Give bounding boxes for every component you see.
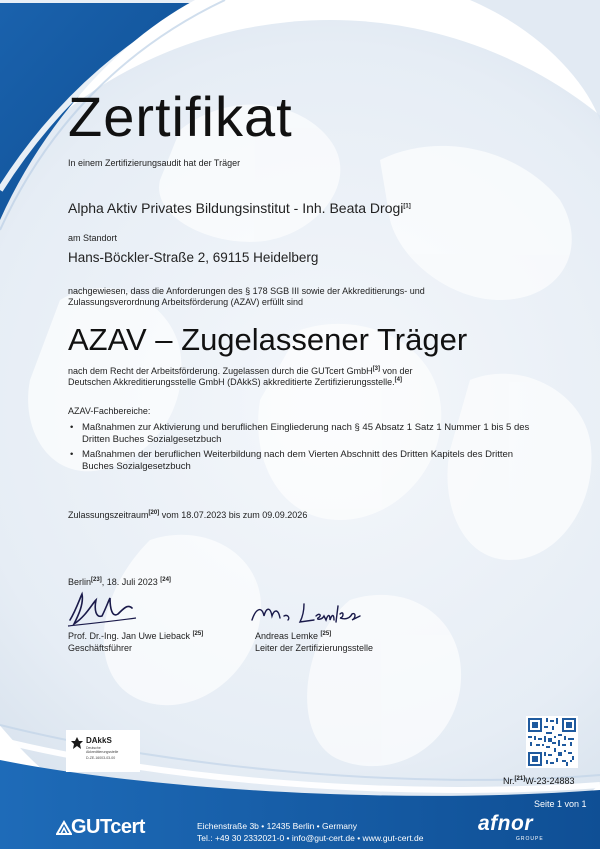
signatory-2-name-text: Andreas Lemke: [255, 631, 321, 641]
area-item-1-line-2: Dritten Buches Sozialgesetzbuch: [82, 433, 222, 445]
signatory-2-name: [255, 631, 331, 641]
dakks-registration: D-ZE-16003-03-00: [86, 756, 116, 760]
validity-label: Zulassungszeitraum: [68, 510, 149, 520]
dakks-sub-1: Deutsche: [86, 746, 101, 750]
validity-dates: vom 18.07.2023 bis zum 09.09.2026: [159, 510, 308, 520]
afnor-logo-text: afnor: [478, 812, 533, 835]
holder-name: [68, 200, 411, 216]
signatory-1-name: [68, 631, 203, 641]
signatory-1-name-text: Prof. Dr.-Ing. Jan Uwe Lieback: [68, 631, 193, 641]
area-item-2-line-2: Buches Sozialgesetzbuch: [82, 460, 191, 472]
date: , 18. Juli 2023: [101, 577, 161, 587]
statement-line-1: nachgewiesen, dass die Anforderungen des § 178 SGB III sowie der Akkreditierungs- und: [68, 286, 425, 296]
signatory-1-footnote: [25]: [192, 631, 204, 637]
certificate-number-footnote: [21]: [514, 776, 526, 782]
holder-footnote: [1]: [403, 203, 411, 210]
holder-name-text: Alpha Aktiv Privates Bildungsinstitut - Inh. Beata Drogi: [68, 200, 404, 216]
place-date: [68, 577, 171, 587]
signature-lieback: [66, 590, 146, 630]
validity-period: [68, 510, 307, 520]
dakks-logo-text: DAkkS: [86, 736, 112, 745]
signatory-1-role: Geschäftsführer: [68, 643, 133, 653]
site-label: am Standort: [68, 233, 118, 243]
accreditation-text-1b: von der: [380, 366, 413, 376]
validity-footnote: [20]: [148, 510, 160, 516]
area-item-1-line-1: Maßnahmen zur Aktivierung und beruflichen Eingliederung nach § 45 Absatz 1 Satz 1 Nummer 1 bis 5 des: [82, 422, 530, 433]
date-footnote: [24]: [160, 577, 171, 583]
accreditation-footnote-3: [3]: [372, 366, 380, 372]
azav-headline: AZAV – Zugelassener Träger: [68, 322, 468, 357]
certificate-number-prefix: Nr.: [503, 776, 515, 786]
footer-address: Eichenstraße 3b • 12435 Berlin • Germany: [197, 821, 357, 831]
accreditation-line-2: [68, 377, 402, 387]
gutcert-logo-text: GUTcert: [71, 816, 145, 838]
footer-contact: Tel.: +49 30 2332021-0 • info@gut-cert.de • www.gut-cert.de: [197, 833, 424, 843]
accreditation-footnote-4: [4]: [394, 377, 402, 383]
dakks-eagle-icon: [70, 736, 84, 750]
statement-line-2: Zulassungsverordnung Arbeitsförderung (AZAV) erfüllt sind: [68, 297, 303, 307]
place: Berlin: [68, 577, 92, 587]
areas-label: AZAV-Fachbereiche:: [68, 406, 151, 416]
afnor-logo: [478, 812, 544, 842]
bullet-icon: •: [70, 449, 74, 460]
bullet-icon: •: [70, 422, 74, 433]
gutcert-mark-icon: [56, 820, 72, 836]
signatory-2-role: Leiter der Zertifizierungsstelle: [255, 643, 374, 653]
intro-text: In einem Zertifizierungsaudit hat der Träger: [68, 158, 241, 168]
certificate-title: Zertifikat: [68, 85, 293, 148]
place-footnote: [23]: [91, 577, 102, 583]
dakks-accreditation-mark: [66, 730, 140, 772]
page-info: Seite 1 von 1: [534, 799, 587, 809]
qr-code: [526, 716, 578, 768]
accreditation-line-1: [68, 366, 413, 376]
site-address: Hans-Böckler-Straße 2, 69115 Heidelberg: [68, 250, 319, 265]
accreditation-text-1a: nach dem Recht der Arbeitsförderung. Zugelassen durch die GUTcert GmbH: [68, 366, 373, 376]
dakks-sub-2: Akkreditierungsstelle: [86, 750, 119, 754]
certificate-number: [503, 776, 575, 786]
certificate-number-value: W-23-24883: [525, 776, 575, 786]
afnor-logo-sub: GROUPE: [516, 836, 544, 842]
accreditation-text-2: Deutschen Akkreditierungsstelle GmbH (DAkkS) akkreditierte Zertifizierungsstelle.: [68, 377, 395, 387]
signature-lemke: [248, 598, 368, 628]
area-item-2-line-1: Maßnahmen der beruflichen Weiterbildung nach dem Vierten Abschnitt des Dritten Kapitels des Dritten: [82, 449, 514, 460]
signatory-2-footnote: [25]: [320, 631, 332, 637]
